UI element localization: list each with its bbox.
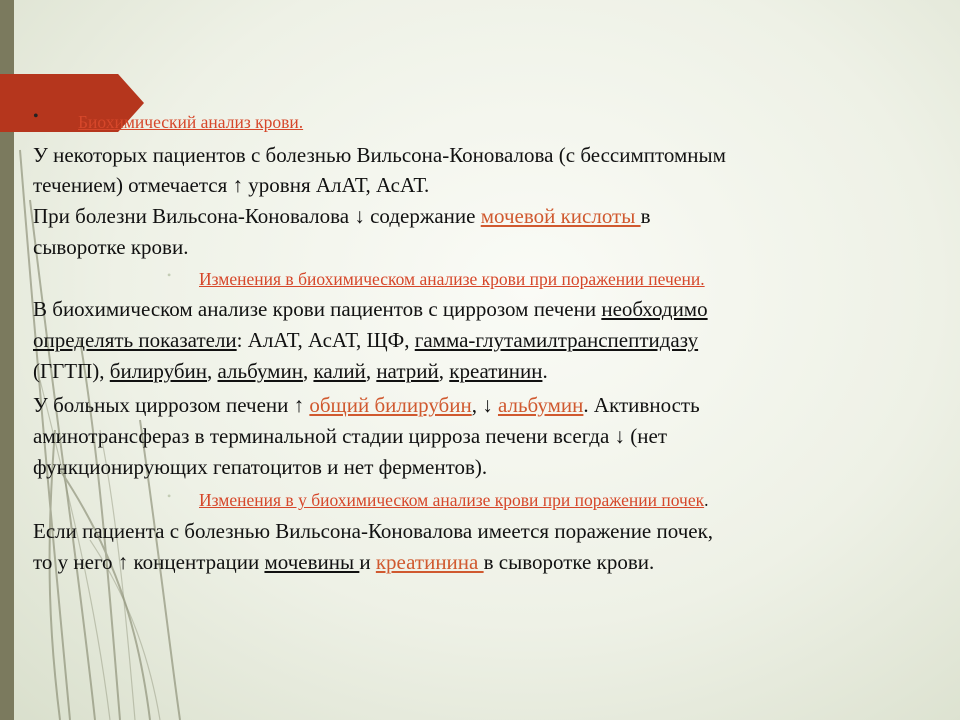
para3-line2 <box>33 325 698 355</box>
header-liver-changes <box>199 267 705 291</box>
para1-line2: течением) отмечается ↑ уровня АлАТ, АсАТ. <box>33 173 430 197</box>
comma-4: , <box>438 359 450 383</box>
link-creatinine[interactable]: креатинина <box>375 550 484 574</box>
comma-2: , <box>302 359 314 383</box>
para5-text-mid: и <box>359 550 376 574</box>
underlined-ggtp: гамма-глутамилтранспептидазу <box>414 328 699 352</box>
para2-text-post: в <box>640 204 651 228</box>
para4-line1 <box>33 390 700 420</box>
underlined-determine-indicators: определять показатели <box>33 328 237 352</box>
underlined-sodium: натрий <box>376 359 439 383</box>
para5-text-post: в сыворотке крови. <box>483 550 655 574</box>
header-kidney-changes <box>199 488 709 512</box>
underlined-bilirubin: билирубин <box>109 359 208 383</box>
para1-line1: У некоторых пациентов с болезнью Вильсона-Коновалова (с бессимптомным <box>33 143 726 167</box>
underlined-albumin: альбумин <box>217 359 303 383</box>
para3-ggtp-abbr: (ГГТП), <box>33 359 110 383</box>
para3-line3 <box>33 356 548 386</box>
para3-line1 <box>33 294 708 324</box>
comma-1: , <box>207 359 218 383</box>
underlined-necessary: необходимо <box>601 297 708 321</box>
para5-line2 <box>33 547 654 577</box>
para4-text-post: . Активность <box>583 393 700 417</box>
para3-text-pre: В биохимическом анализе крови пациентов с циррозом печени <box>33 297 602 321</box>
para2-line1 <box>33 201 651 231</box>
header3-end: . <box>704 490 709 510</box>
period: . <box>542 359 548 383</box>
para4-line2: аминотрансфераз в терминальной стадии цирроза печени всегда ↓ (нет <box>33 424 668 448</box>
header-link-kidney[interactable]: Изменения в у биохимическом анализе крови при поражении почек <box>199 490 705 510</box>
link-total-bilirubin[interactable]: общий билирубин <box>309 393 472 417</box>
bullet-3: • <box>167 489 172 503</box>
para3-indicators-list: : АлАТ, АсАТ, ЩФ, <box>236 328 415 352</box>
header-biochem-analysis <box>78 110 303 134</box>
para4-text-mid: , ↓ <box>471 393 498 417</box>
header-link-biochem[interactable]: Биохимический анализ крови. <box>78 112 304 132</box>
para4-text-pre: У больных циррозом печени ↑ <box>33 393 310 417</box>
header-link-liver[interactable]: Изменения в биохимическом анализе крови при поражении печени. <box>199 269 705 289</box>
para2-line2: сыворотке крови. <box>33 235 189 259</box>
bullet-1: • <box>33 108 39 125</box>
comma-3: , <box>365 359 377 383</box>
link-uric-acid[interactable]: мочевой кислоты <box>480 204 641 228</box>
para5-text-pre: то у него ↑ концентрации <box>33 550 265 574</box>
underlined-urea: мочевины <box>264 550 360 574</box>
para5-line1: Если пациента с болезнью Вильсона-Коновалова имеется поражение почек, <box>33 519 714 543</box>
underlined-potassium: калий <box>313 359 366 383</box>
para2-text-pre: При болезни Вильсона-Коновалова ↓ содержание <box>33 204 481 228</box>
bullet-2: • <box>167 268 172 282</box>
link-albumin[interactable]: альбумин <box>497 393 584 417</box>
underlined-creatinine: креатинин <box>449 359 543 383</box>
para4-line3: функционирующих гепатоцитов и нет ферментов). <box>33 455 488 479</box>
